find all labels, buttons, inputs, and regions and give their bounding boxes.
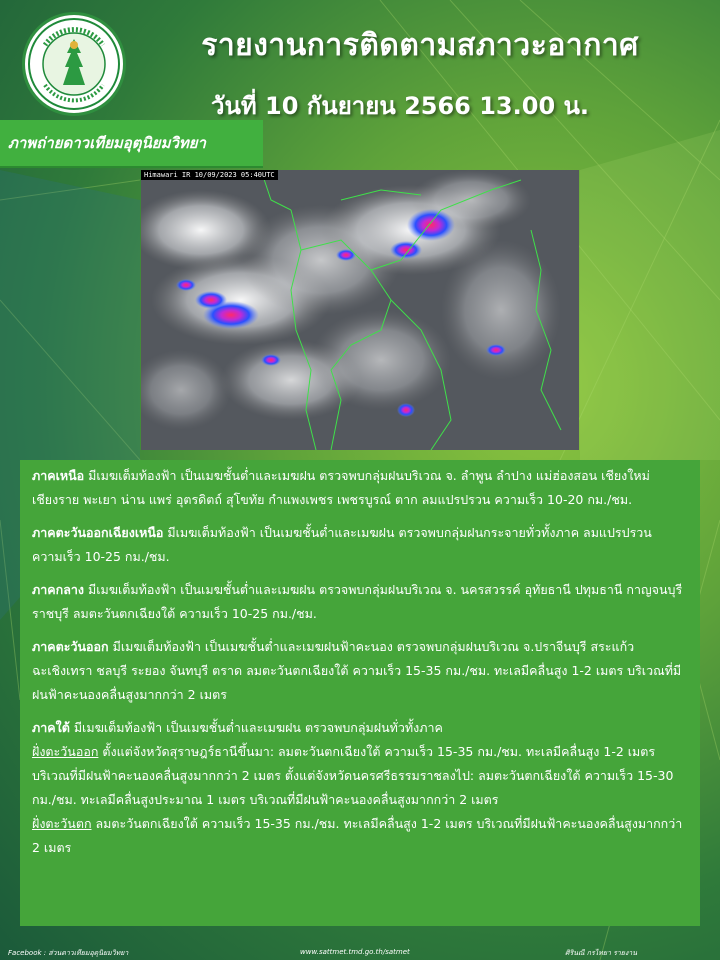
- footer: [0, 942, 720, 960]
- region-name: ภาคเหนือ: [32, 468, 85, 483]
- report-north: [32, 464, 688, 512]
- report-date: วันที่ 10 กันยายน 2566 13.00 น.: [210, 92, 590, 120]
- region-text: มีเมฆเต็มท้องฟ้า เป็นเมฆชั้นต่ำและเมฆฝนฟ้าคะนอง ตรวจพบกลุ่มฝนบริเวณ จ.ปราจีนบุรี สระแก้ว ฉะเชิงเทรา ชลบุรี ระยอง จันทบุรี ตราด ลมตะวันตกเฉียงใต้ ความเร็ว 15-35 กม./ชม. ทะเลมีคลื่นสูง 1-2 เมตร บริเวณที่มีฝนฟ้าคะนองคลื่นสูงมากกว่า 2 เมตร: [32, 639, 682, 702]
- west-coast-label: ฝั่งตะวันตก: [32, 816, 92, 831]
- region-name: ภาคใต้: [32, 720, 70, 735]
- logo-emblem-icon: [25, 15, 123, 113]
- region-name: ภาคตะวันออกเฉียงเหนือ: [32, 525, 164, 540]
- report-south: [32, 716, 688, 860]
- region-name: ภาคตะวันออก: [32, 639, 109, 654]
- east-coast-text: ตั้งแต่จังหวัดสุราษฎร์ธานีขึ้นมา: ลมตะวันตกเฉียงใต้ ความเร็ว 15-35 กม./ชม. ทะเลมีคลื่นสูง 1-2 เมตร บริเวณที่มีฝนฟ้าคะนองคลื่นสูงมากกว่า 2 เมตร ตั้งแต่จังหวัดนครศรีธรรมราชลงไป: ลมตะวันตกเฉียงใต้ ความเร็ว 15-30 กม./ชม. ทะเลมีคลื่นสูงประมาณ 1 เมตร บริเวณที่มีฝนฟ้าคะนองคลื่นสูงมากกว่า 2 เมตร: [32, 744, 674, 807]
- region-text: มีเมฆเต็มท้องฟ้า เป็นเมฆชั้นต่ำและเมฆฝน ตรวจพบกลุ่มฝนบริเวณ จ. ลำพูน ลำปาง แม่ฮ่องสอน เชียงใหม่ เชียงราย พะเยา น่าน แพร่ อุตรดิตถ์ สุโขทัย กำแพงเพชร เพชรบูรณ์ ตาก ลมแปรปรวน ความเร็ว 10-20 กม./ชม.: [32, 468, 650, 507]
- report-northeast: [32, 521, 688, 569]
- satellite-image: [141, 170, 579, 450]
- footer-facebook[interactable]: Facebook : ส่วนดาวเทียมอุตุนิยมวิทยา: [8, 949, 129, 957]
- satellite-caption: Himawari IR 10/09/2023 05:40UTC: [141, 170, 278, 180]
- footer-website[interactable]: www.sattmet.tmd.go.th/satmet: [300, 948, 410, 956]
- tmd-logo: [22, 12, 126, 116]
- weather-report: [20, 460, 700, 926]
- west-coast-text: ลมตะวันตกเฉียงใต้ ความเร็ว 15-35 กม./ชม. ทะเลมีคลื่นสูง 1-2 เมตร บริเวณที่มีฝนฟ้าคะนองคลื่นสูงมากกว่า 2 เมตร: [32, 816, 683, 855]
- region-text: มีเมฆเต็มท้องฟ้า เป็นเมฆชั้นต่ำและเมฆฝน ตรวจพบกลุ่มฝนทั่วทั้งภาค: [69, 720, 443, 735]
- report-east: [32, 635, 688, 707]
- region-text: มีเมฆเต็มท้องฟ้า เป็นเมฆชั้นต่ำและเมฆฝน ตรวจพบกลุ่มฝนบริเวณ จ. นครสวรรค์ อุทัยธานี ปทุมธานี กาญจนบุรี ราชบุรี ลมตะวันตกเฉียงใต้ ความเร็ว 10-25 กม./ชม.: [32, 582, 683, 621]
- report-central: [32, 578, 688, 626]
- east-coast-label: ฝั่งตะวันออก: [32, 744, 99, 759]
- footer-reporter: ศิรินณี กรไทยา รายงาน: [565, 949, 638, 957]
- report-title: รายงานการติดตามสภาวะอากาศ: [201, 28, 639, 63]
- region-text: มีเมฆเต็มท้องฟ้า เป็นเมฆชั้นต่ำและเมฆฝน ตรวจพบกลุ่มฝนกระจายทั่วทั้งภาค ลมแปรปรวน ความเร็ว 10-25 กม./ชม.: [32, 525, 652, 564]
- region-name: ภาคกลาง: [32, 582, 84, 597]
- satellite-section-label: ภาพถ่ายดาวเทียมอุตุนิยมวิทยา: [0, 120, 263, 168]
